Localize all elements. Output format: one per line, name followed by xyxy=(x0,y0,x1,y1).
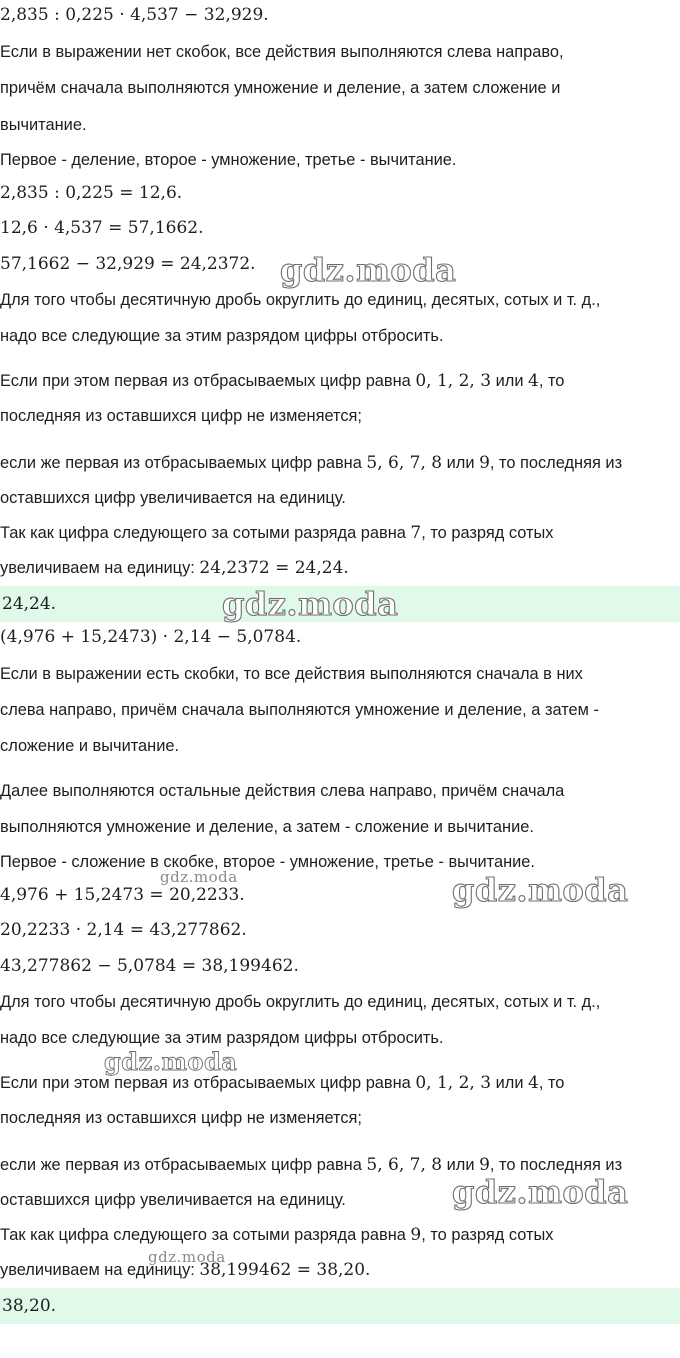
round-rule-a-2: надо все следующие за этим разрядом цифры отбросить. xyxy=(0,327,444,345)
rule-text-b-3: сложение и вычитание. xyxy=(0,737,180,755)
step1-a: 2,835 : 0,225 = 12,6. xyxy=(0,183,183,203)
step1-b: 4,976 + 15,2473 = 20,2233. xyxy=(0,885,245,905)
increased-a: оставшихся цифр увеличивается на единицу. xyxy=(0,489,346,507)
answer-b: 38,20. xyxy=(2,1296,57,1316)
rule-text-b-1: Если в выражении есть скобки, то все действия выполняются сначала в них xyxy=(0,665,583,683)
order-text-a: Первое - деление, второе - умножение, третье - вычитание. xyxy=(0,151,457,169)
since-a: Так как цифра следующего за сотыми разряда равна 7, то разряд сотых xyxy=(0,523,554,543)
rule-text-b-4: Далее выполняются остальные действия слева направо, причём сначала xyxy=(0,782,565,800)
rule-text-a-2: причём сначала выполняются умножение и деление, а затем сложение и xyxy=(0,79,561,97)
rule-text-b-5: выполняются умножение и деление, а затем - сложение и вычитание. xyxy=(0,818,534,836)
round-rule-b-2: надо все следующие за этим разрядом цифры отбросить. xyxy=(0,1029,444,1047)
since-b: Так как цифра следующего за сотыми разряда равна 9, то разряд сотых xyxy=(0,1225,554,1245)
if-small-b: Если при этом первая из отбрасываемых цифр равна 0, 1, 2, 3 или 4, то xyxy=(0,1073,565,1093)
if-small-a: Если при этом первая из отбрасываемых цифр равна 0, 1, 2, 3 или 4, то xyxy=(0,371,565,391)
order-text-b: Первое - сложение в скобке, второе - умножение, третье - вычитание. xyxy=(0,853,535,871)
if-big-a: если же первая из отбрасываемых цифр равна 5, 6, 7, 8 или 9, то последняя из xyxy=(0,453,623,473)
unchanged-a: последняя из оставшихся цифр не изменяется; xyxy=(0,407,362,425)
increase-a: увеличиваем на единицу: 24,2372 = 24,24. xyxy=(0,558,349,578)
watermark-logo: gdz.moda xyxy=(148,1248,226,1266)
expression-a: 2,835 : 0,225 · 4,537 − 32,929. xyxy=(0,5,269,25)
unchanged-b: последняя из оставшихся цифр не изменяется; xyxy=(0,1109,362,1127)
expression-b: (4,976 + 15,2473) · 2,14 − 5,0784. xyxy=(0,627,302,647)
increased-b: оставшихся цифр увеличивается на единицу. xyxy=(0,1191,346,1209)
watermark-logo: gdz.moda xyxy=(222,585,399,623)
watermark-logo: gdz.moda xyxy=(160,868,238,886)
if-big-b: если же первая из отбрасываемых цифр равна 5, 6, 7, 8 или 9, то последняя из xyxy=(0,1155,623,1175)
step3-b: 43,277862 − 5,0784 = 38,199462. xyxy=(0,956,299,976)
answer-box-b xyxy=(0,1288,680,1324)
step3-a: 57,1662 − 32,929 = 24,2372. xyxy=(0,254,256,274)
watermark-logo: gdz.moda xyxy=(280,251,457,289)
rule-text-a-3: вычитание. xyxy=(0,116,87,134)
watermark-logo: gdz.moda xyxy=(452,871,629,909)
watermark-logo: gdz.moda xyxy=(104,1047,238,1076)
round-rule-b-1: Для того чтобы десятичную дробь округлить до единиц, десятых, сотых и т. д., xyxy=(0,993,601,1011)
increase-b: увеличиваем на единицу: 38,199462 = 38,20. xyxy=(0,1260,371,1280)
rule-text-a-1: Если в выражении нет скобок, все действия выполняются слева направо, xyxy=(0,43,564,61)
step2-a: 12,6 · 4,537 = 57,1662. xyxy=(0,218,204,238)
rule-text-b-2: слева направо, причём сначала выполняются умножение и деление, а затем - xyxy=(0,701,599,719)
watermark-logo: gdz.moda xyxy=(452,1173,629,1211)
step2-b: 20,2233 · 2,14 = 43,277862. xyxy=(0,920,247,940)
round-rule-a-1: Для того чтобы десятичную дробь округлить до единиц, десятых, сотых и т. д., xyxy=(0,291,601,309)
answer-a: 24,24. xyxy=(2,594,57,614)
